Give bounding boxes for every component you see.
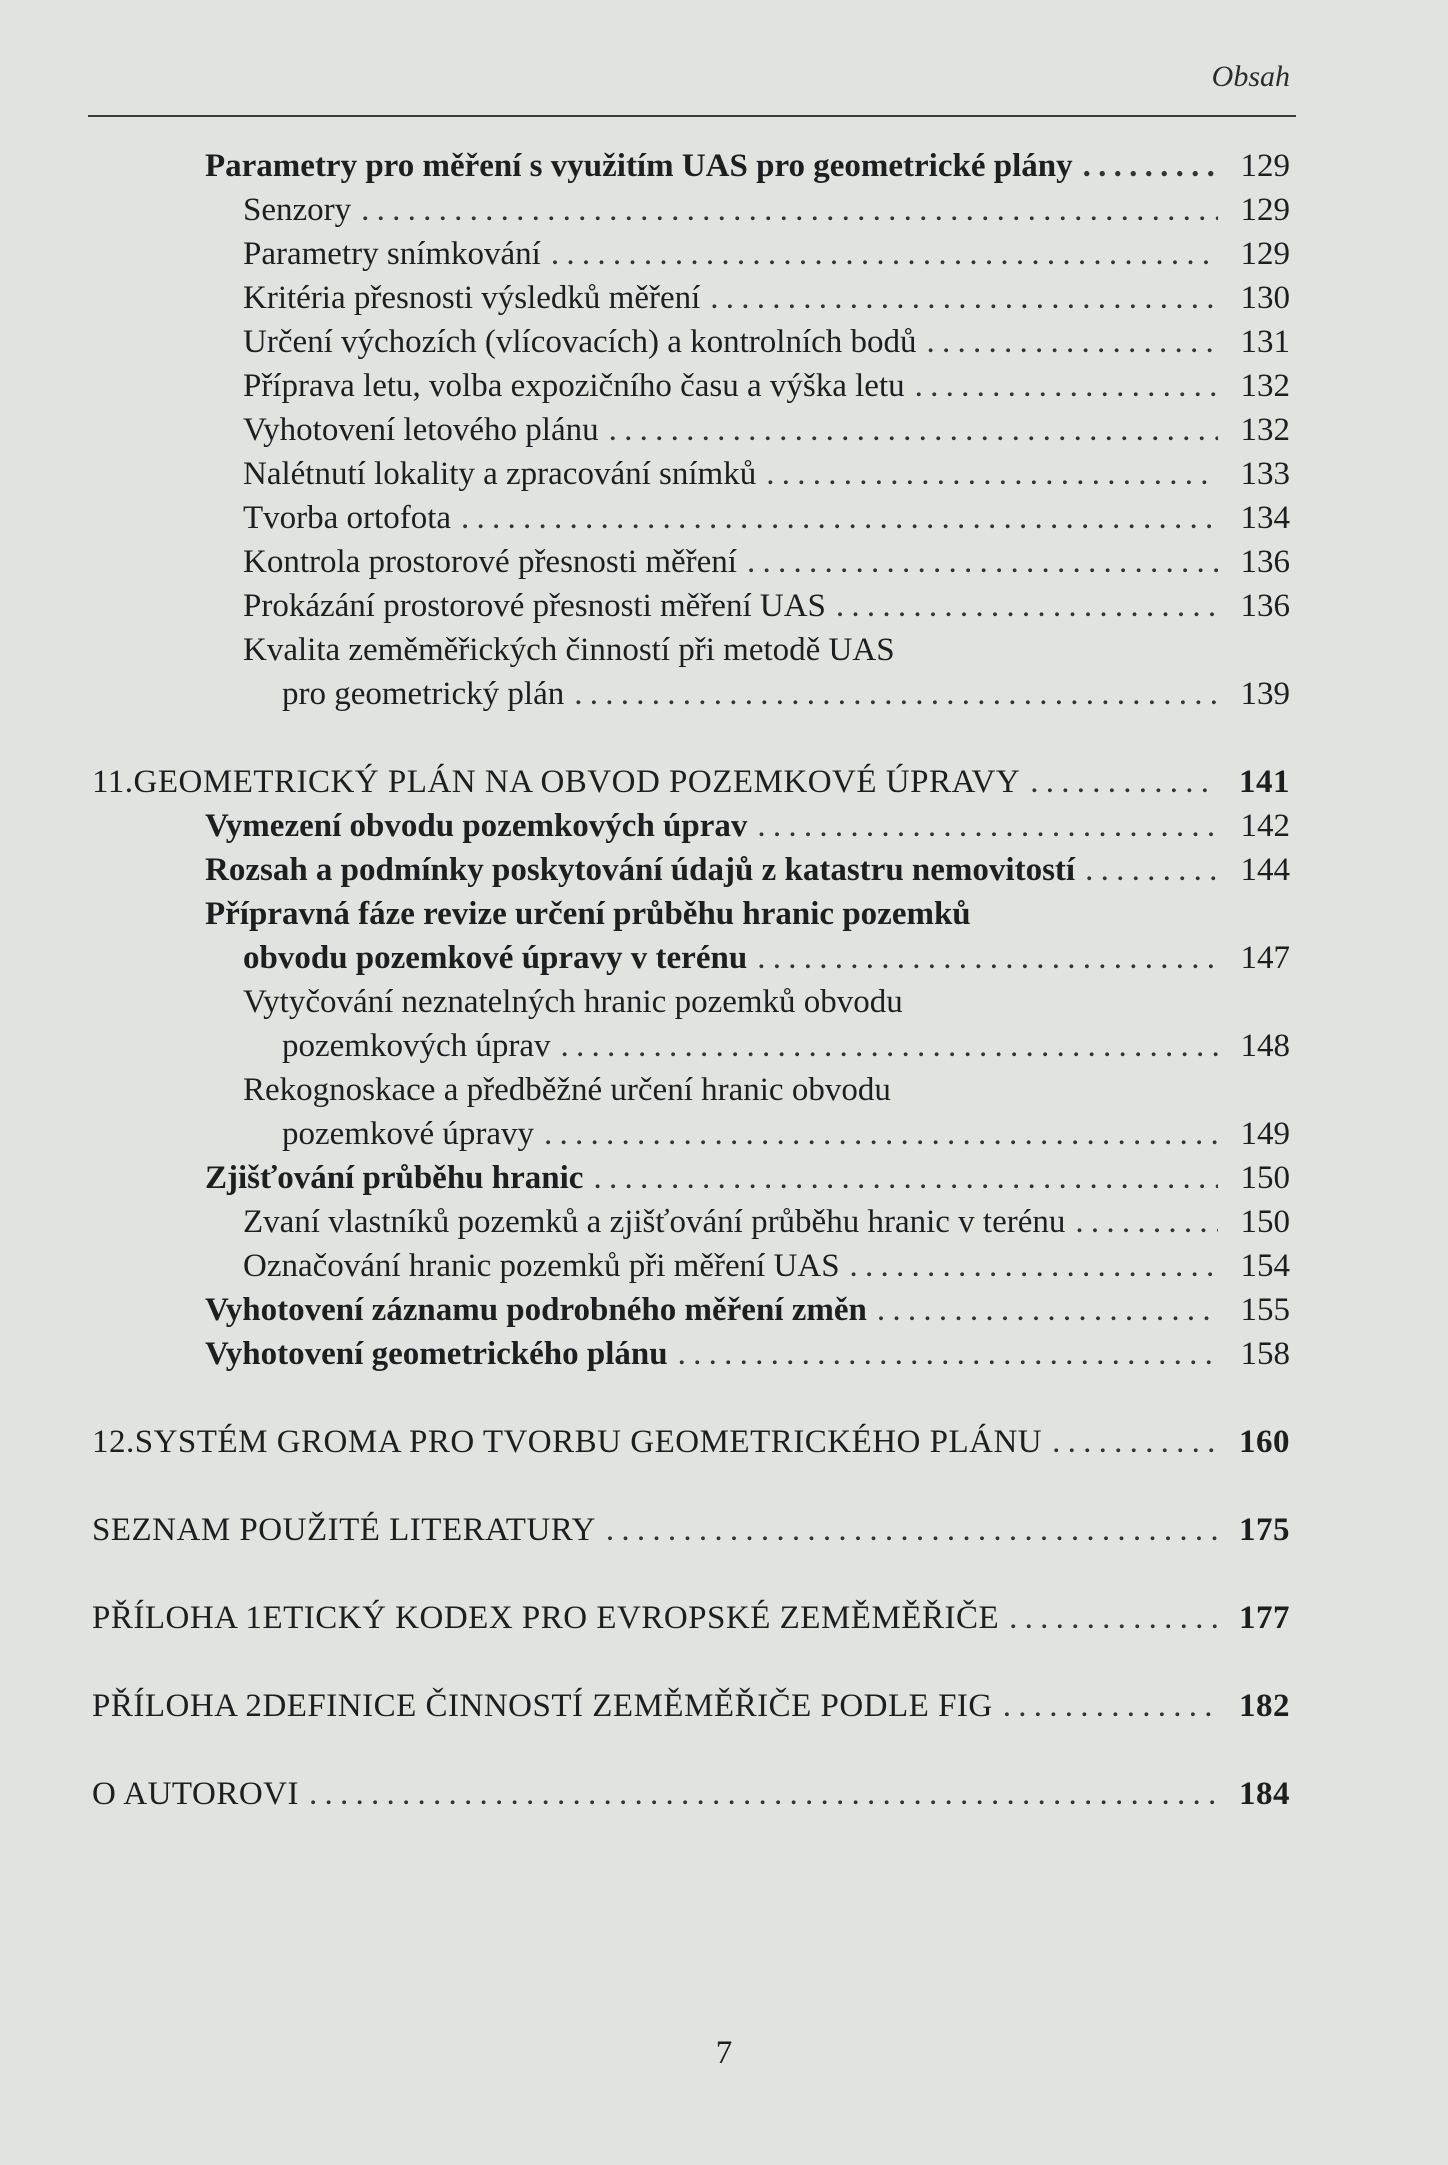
- toc-entry-line1: [243, 628, 1290, 672]
- toc-entry-title: Určení výchozích (vlícovacích) a kontrolních bodů: [243, 324, 917, 360]
- toc-chapter: [92, 760, 1290, 804]
- page-number: 7: [715, 2035, 733, 2071]
- toc-entry-title: Vyhotovení letového plánu: [243, 412, 599, 448]
- toc-entry-page: 129: [1240, 192, 1290, 228]
- toc-entry-title: Kritéria přesnosti výsledků měření: [243, 280, 701, 316]
- toc-entry-line2: [282, 672, 1290, 716]
- toc-entry-title: GEOMETRICKÝ PLÁN NA OBVOD POZEMKOVÉ ÚPRAVY: [133, 764, 1021, 800]
- toc-entry-page: 175: [1239, 1512, 1290, 1548]
- toc-entry-page: 149: [1240, 1116, 1290, 1152]
- running-head: Obsah: [1211, 60, 1290, 93]
- toc-entry-page: 142: [1240, 808, 1290, 844]
- toc-entry: [243, 452, 1290, 496]
- toc-entry-title: Vytyčování neznatelných hranic pozemků obvodu: [243, 984, 903, 1020]
- toc-entry-page: 141: [1239, 764, 1290, 800]
- toc-entry-title: Vyhotovení geometrického plánu: [205, 1336, 668, 1372]
- toc-chapter: [92, 1508, 1290, 1552]
- toc-entry-page: 158: [1240, 1336, 1290, 1372]
- toc-entry: [243, 1200, 1290, 1244]
- header-rule: [88, 115, 1296, 117]
- toc-entry-title: Vyhotovení záznamu podrobného měření změn: [205, 1292, 867, 1328]
- toc-entry-page: 148: [1240, 1028, 1290, 1064]
- toc-entry: [243, 232, 1290, 276]
- leader-dots: [1085, 848, 1218, 892]
- toc-entry-title: Nalétnutí lokality a zpracování snímků: [243, 456, 757, 492]
- toc-entry-page: 150: [1240, 1160, 1290, 1196]
- toc-entry-page: 144: [1240, 852, 1290, 888]
- toc-entry-title: Tvorba ortofota: [243, 500, 452, 536]
- toc-entry-title: pozemkové úpravy: [282, 1116, 534, 1152]
- leader-dots: [757, 804, 1218, 848]
- toc-entry-page: 132: [1240, 368, 1290, 404]
- leader-dots: [461, 496, 1218, 540]
- leader-dots: [757, 936, 1218, 980]
- toc-entry-page: 150: [1240, 1204, 1290, 1240]
- toc-entry-title: Přípravná fáze revize určení průběhu hranic pozemků: [205, 896, 971, 932]
- toc-entry-title: SEZNAM POUŽITÉ LITERATURY: [92, 1512, 596, 1548]
- toc-entry: [205, 1156, 1290, 1200]
- leader-dots: [1003, 1684, 1218, 1728]
- toc-chapter: [92, 1420, 1290, 1464]
- toc-entry-page: 129: [1240, 236, 1290, 272]
- toc-entry-title: Prokázání prostorové přesnosti měření UAS: [243, 588, 826, 624]
- toc-entry-title: Příprava letu, volba expozičního času a výška letu: [243, 368, 905, 404]
- leader-dots: [877, 1288, 1218, 1332]
- toc-entry: [243, 320, 1290, 364]
- toc-entry: [243, 188, 1290, 232]
- toc-entry-page: 147: [1240, 940, 1290, 976]
- leader-dots: [609, 408, 1218, 452]
- toc-entry-page: 136: [1240, 544, 1290, 580]
- toc-entry-page: 184: [1239, 1776, 1290, 1812]
- toc-entry-title: Parametry snímkování: [243, 236, 541, 272]
- toc-entry: [243, 540, 1290, 584]
- toc-entry-page: 131: [1240, 324, 1290, 360]
- leader-dots: [1030, 760, 1218, 804]
- toc-entry-title: obvodu pozemkové úpravy v terénu: [243, 940, 748, 976]
- leader-dots: [710, 276, 1218, 320]
- leader-dots: [678, 1332, 1218, 1376]
- leader-dots: [574, 672, 1218, 716]
- chapter-number: 11.: [92, 764, 134, 800]
- leader-dots: [561, 1024, 1219, 1068]
- toc-entry-line1: [243, 980, 1290, 1024]
- leader-dots: [927, 320, 1218, 364]
- toc-entry-title: pro geometrický plán: [282, 676, 565, 712]
- toc-appendix: [92, 1684, 1290, 1728]
- toc-entry-line2: [282, 1024, 1290, 1068]
- toc-entry-page: 136: [1240, 588, 1290, 624]
- toc-entry-page: 160: [1239, 1424, 1290, 1460]
- appendix-number: PŘÍLOHA 1: [92, 1600, 263, 1636]
- toc-entry-page: 182: [1239, 1688, 1290, 1724]
- toc-entry-page: 129: [1240, 148, 1290, 184]
- toc-entry: [243, 496, 1290, 540]
- toc-entry: [243, 1244, 1290, 1288]
- toc-appendix: [92, 1596, 1290, 1640]
- toc-entry-title: Kontrola prostorové přesnosti měření: [243, 544, 737, 580]
- toc-entry-title: Rekognoskace a předběžné určení hranic obvodu: [243, 1072, 891, 1108]
- toc-entry-page: 177: [1239, 1600, 1290, 1636]
- leader-dots: [1075, 1200, 1218, 1244]
- toc-entry-title: Zvaní vlastníků pozemků a zjišťování průběhu hranic v terénu: [243, 1204, 1066, 1240]
- toc-entry: [205, 804, 1290, 848]
- toc-entry-title: Parametry pro měření s využitím UAS pro geometrické plány: [205, 148, 1073, 184]
- toc-entry-title: Vymezení obvodu pozemkových úprav: [205, 808, 748, 844]
- leader-dots: [593, 1156, 1218, 1200]
- leader-dots: [836, 584, 1218, 628]
- toc-entry-title: Senzory: [243, 192, 352, 228]
- toc-entry-title: Zjišťování průběhu hranic: [205, 1160, 584, 1196]
- leader-dots: [1052, 1420, 1218, 1464]
- leader-dots: [544, 1112, 1218, 1156]
- chapter-number: 12.: [92, 1424, 135, 1460]
- toc-entry-page: 154: [1240, 1248, 1290, 1284]
- toc-entry: [243, 584, 1290, 628]
- leader-dots: [747, 540, 1218, 584]
- toc-entry-page: 132: [1240, 412, 1290, 448]
- leader-dots: [361, 188, 1218, 232]
- toc-entry-page: 134: [1240, 500, 1290, 536]
- toc-entry-line2: [282, 1112, 1290, 1156]
- toc-entry: [243, 276, 1290, 320]
- toc-entry: [205, 144, 1290, 188]
- leader-dots: [850, 1244, 1218, 1288]
- toc-entry-page: 130: [1240, 280, 1290, 316]
- toc-entry-title: SYSTÉM GROMA PRO TVORBU GEOMETRICKÉHO PLÁNU: [134, 1424, 1043, 1460]
- leader-dots: [1009, 1596, 1218, 1640]
- toc-entry-title: pozemkových úprav: [282, 1028, 551, 1064]
- toc-entry-line1: [243, 1068, 1290, 1112]
- leader-dots: [309, 1772, 1218, 1816]
- toc-entry-title: DEFINICE ČINNOSTÍ ZEMĚMĚŘIČE PODLE FIG: [262, 1688, 993, 1724]
- leader-dots: [915, 364, 1218, 408]
- toc-chapter: [92, 1772, 1290, 1816]
- toc-entry: [205, 848, 1290, 892]
- toc-entry-page: 139: [1240, 676, 1290, 712]
- leader-dots: [1083, 144, 1218, 188]
- toc-entry: [205, 1288, 1290, 1332]
- toc-entry: [205, 1332, 1290, 1376]
- appendix-number: PŘÍLOHA 2: [92, 1688, 263, 1724]
- toc-entry: [243, 364, 1290, 408]
- toc-entry-title: Kvalita zeměměřických činností při metodě UAS: [243, 632, 895, 668]
- toc-entry-title: Označování hranic pozemků při měření UAS: [243, 1248, 840, 1284]
- toc-entry-line1: [205, 892, 1290, 936]
- toc-entry-page: 133: [1240, 456, 1290, 492]
- toc-entry-title: Rozsah a podmínky poskytování údajů z katastru nemovitostí: [205, 852, 1076, 888]
- toc-entry: [243, 408, 1290, 452]
- leader-dots: [551, 232, 1218, 276]
- leader-dots: [766, 452, 1218, 496]
- toc-entry-title: ETICKÝ KODEX PRO EVROPSKÉ ZEMĚMĚŘIČE: [262, 1600, 1000, 1636]
- toc-entry-title: O AUTOROVI: [92, 1776, 299, 1812]
- toc-entry-page: 155: [1240, 1292, 1290, 1328]
- leader-dots: [606, 1508, 1218, 1552]
- toc-entry-line2: [243, 936, 1290, 980]
